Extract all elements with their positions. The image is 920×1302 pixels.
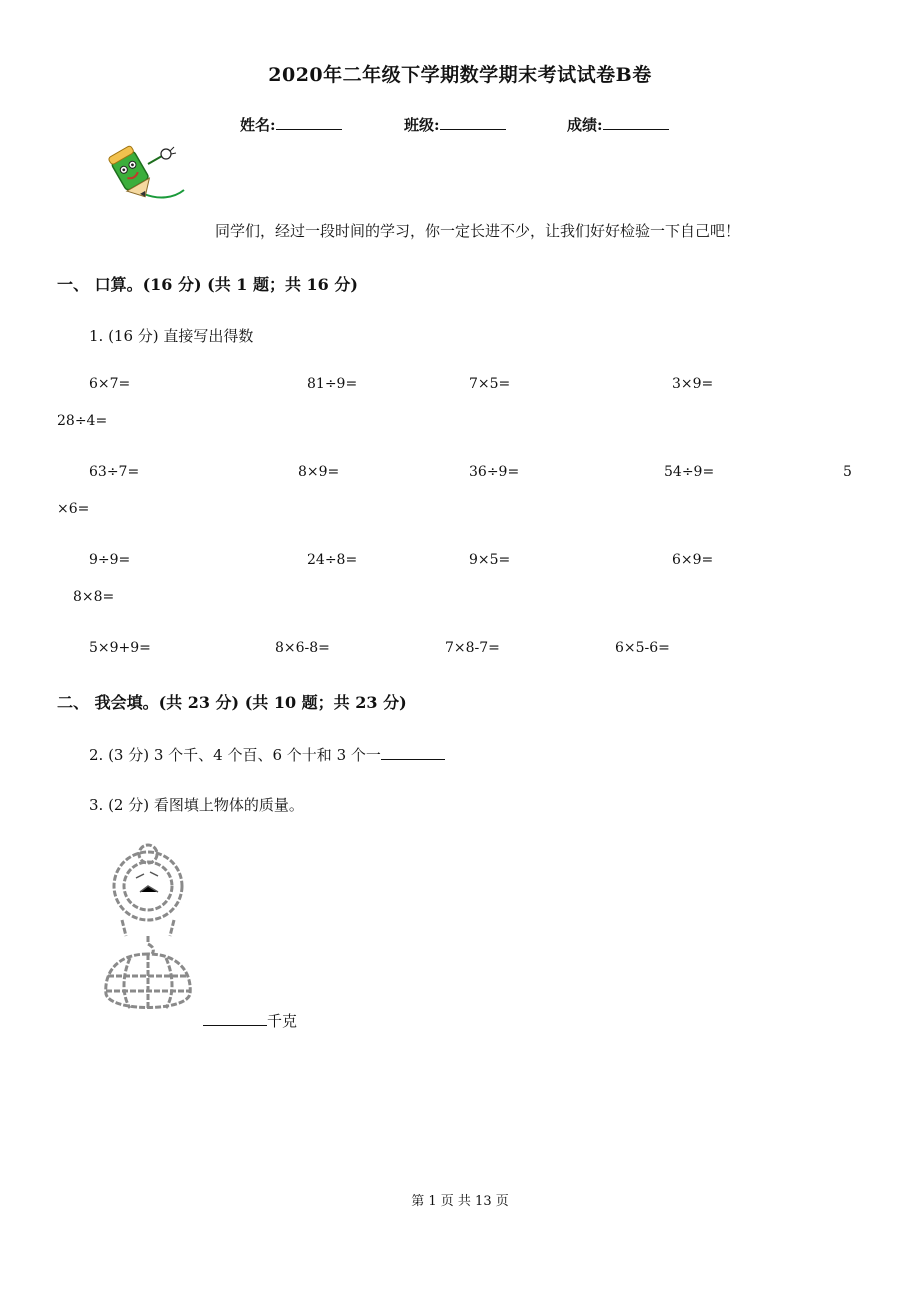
calc-item: ×6= (57, 501, 90, 517)
page-number: 第 1 页 共 13 页 (411, 1194, 509, 1209)
calc-item: 8×6-8= (275, 640, 330, 656)
name-label: 姓名: (240, 116, 276, 134)
calc-item: 9÷9= (89, 552, 131, 568)
calc-item: 81÷9= (307, 376, 358, 392)
question-3-answer (203, 1010, 297, 1031)
question-3-text: 3. (2 分) 看图填上物体的质量。 (89, 796, 304, 814)
score-field (567, 114, 669, 135)
calc-item: 6×5-6= (615, 640, 670, 656)
pencil-mascot-icon (104, 142, 188, 204)
intro-text: 同学们，经过一段时间的学习，你一定长进不少，让我们好好检验一下自己吧！ (215, 222, 741, 240)
answer-blank[interactable] (203, 1011, 267, 1026)
class-blank[interactable] (440, 115, 506, 130)
section-1-heading: 一、 口算。(16 分) (共 1 题；共 16 分) (57, 275, 358, 294)
class-field (404, 114, 506, 135)
answer-blank[interactable] (381, 745, 445, 760)
calc-item: 5 (843, 464, 852, 480)
class-label: 班级: (404, 116, 440, 134)
calc-item: 9×5= (469, 552, 511, 568)
question-2 (89, 744, 445, 765)
calc-item: 36÷9= (469, 464, 520, 480)
calc-item: 7×5= (469, 376, 511, 392)
calc-item: 24÷8= (307, 552, 358, 568)
calc-item: 28÷4= (57, 413, 108, 429)
calc-item: 6×9= (672, 552, 714, 568)
calc-item: 54÷9= (664, 464, 715, 480)
page-title: 2020年二年级下学期数学期末考试试卷B卷 (268, 64, 652, 86)
calc-item: 8×8= (73, 589, 115, 605)
hanging-scale-icon (100, 836, 196, 1022)
score-label: 成绩: (567, 116, 603, 134)
score-blank[interactable] (603, 115, 669, 130)
calc-item: 5×9+9= (89, 640, 151, 656)
calc-item: 7×8-7= (445, 640, 500, 656)
name-field (240, 114, 342, 135)
question-2-text: 2. (3 分) 3 个千、4 个百、6 个十和 3 个一 (89, 746, 381, 764)
section-2-heading: 二、 我会填。(共 23 分) (共 10 题；共 23 分) (57, 693, 407, 712)
calc-item: 63÷7= (89, 464, 140, 480)
calc-item: 6×7= (89, 376, 131, 392)
calc-item: 8×9= (298, 464, 340, 480)
unit-label: 千克 (267, 1012, 298, 1030)
question-1-text: 1. (16 分) 直接写出得数 (89, 327, 254, 345)
calc-item: 3×9= (672, 376, 714, 392)
name-blank[interactable] (276, 115, 342, 130)
